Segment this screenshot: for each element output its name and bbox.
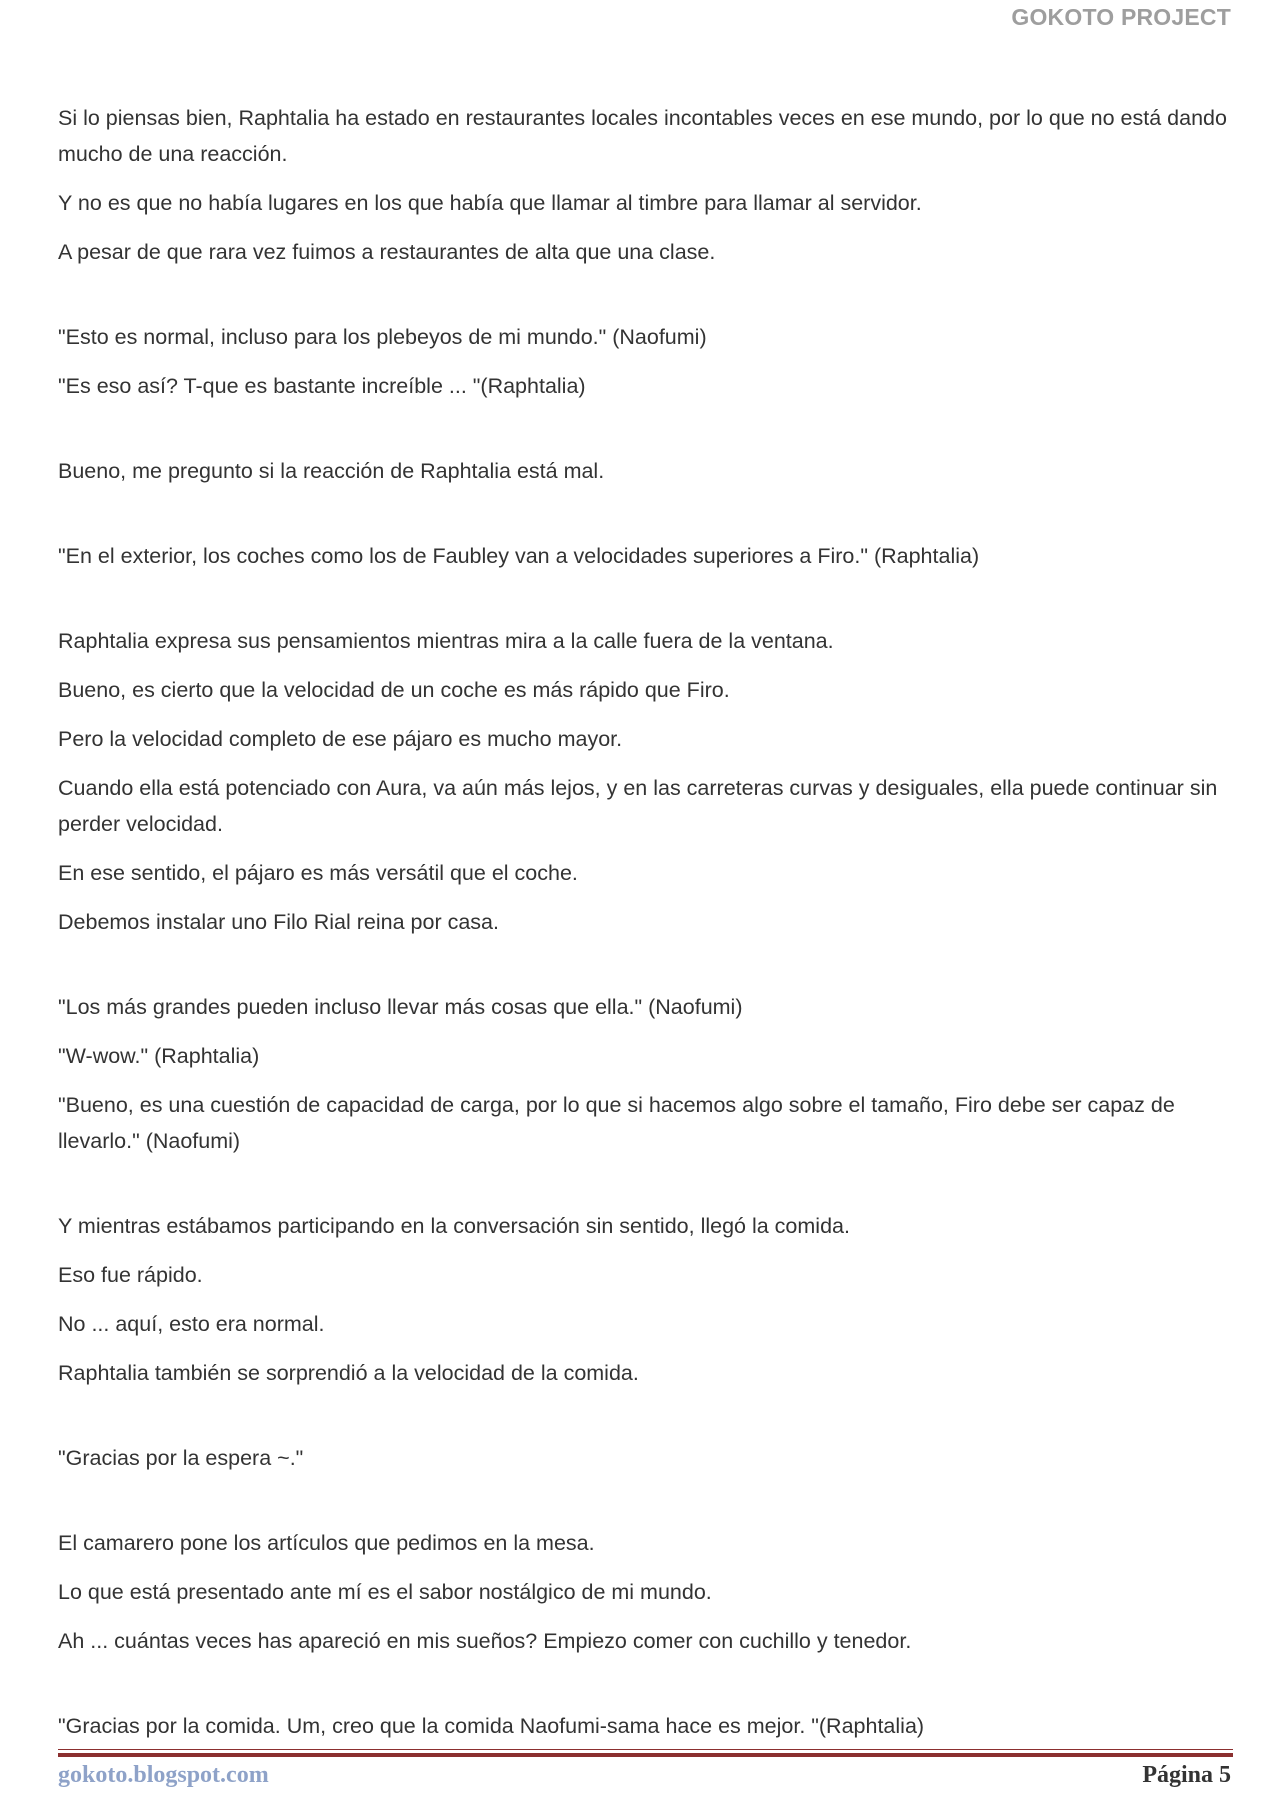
paragraph: Debemos instalar uno Filo Rial reina por casa. — [58, 910, 499, 934]
paragraph: Si lo piensas bien, Raphtalia ha estado en restaurantes locales incontables veces en ese mundo, por lo que no está dando mucho de una reacción. — [58, 106, 1227, 166]
footer-site-link[interactable]: gokoto.blogspot.com — [58, 1762, 269, 1788]
paragraph: Ah ... cuántas veces has apareció en mis sueños? Empiezo comer con cuchillo y tenedor. — [58, 1629, 912, 1653]
paragraph: "En el exterior, los coches como los de Faubley van a velocidades superiores a Firo." (Raphtalia) — [58, 544, 980, 568]
paragraph: "Esto es normal, incluso para los plebeyos de mi mundo." (Naofumi) — [58, 325, 707, 349]
paragraph: En ese sentido, el pájaro es más versátil que el coche. — [58, 861, 578, 885]
paragraph: Y no es que no había lugares en los que había que llamar al timbre para llamar al servidor. — [58, 191, 922, 215]
paragraph: A pesar de que rara vez fuimos a restaurantes de alta que una clase. — [58, 240, 716, 264]
footer-page-number: Página 5 — [1142, 1762, 1231, 1788]
paragraph: Lo que está presentado ante mí es el sabor nostálgico de mi mundo. — [58, 1580, 712, 1604]
paragraph: Pero la velocidad completo de ese pájaro es mucho mayor. — [58, 727, 623, 751]
paragraph: Eso fue rápido. — [58, 1263, 203, 1287]
paragraph: Bueno, me pregunto si la reacción de Raphtalia está mal. — [58, 459, 605, 483]
paragraph: "Los más grandes pueden incluso llevar más cosas que ella." (Naofumi) — [58, 995, 743, 1019]
page-body — [58, 100, 1228, 1744]
header-brand: GOKOTO PROJECT — [1011, 4, 1231, 30]
paragraph: No ... aquí, esto era normal. — [58, 1312, 325, 1336]
paragraph: Y mientras estábamos participando en la conversación sin sentido, llegó la comida. — [58, 1214, 850, 1238]
footer-divider — [58, 1753, 1233, 1757]
paragraph: "Es eso así? T-que es bastante increíble ... "(Raphtalia) — [58, 374, 586, 398]
paragraph: "Bueno, es una cuestión de capacidad de carga, por lo que si hacemos algo sobre el tamaño, Firo debe ser capaz de llevarlo." (Naofumi) — [58, 1093, 1175, 1153]
paragraph: "Gracias por la espera ~." — [58, 1446, 304, 1470]
paragraph: Raphtalia expresa sus pensamientos mientras mira a la calle fuera de la ventana. — [58, 629, 834, 653]
paragraph: "W-wow." (Raphtalia) — [58, 1044, 260, 1068]
paragraph: "Gracias por la comida. Um, creo que la comida Naofumi-sama hace es mejor. "(Raphtalia) — [58, 1714, 925, 1738]
paragraph: Bueno, es cierto que la velocidad de un coche es más rápido que Firo. — [58, 678, 730, 702]
paragraph: Cuando ella está potenciado con Aura, va aún más lejos, y en las carreteras curvas y desiguales, ella puede continuar sin perder velocidad. — [58, 776, 1218, 836]
paragraph: Raphtalia también se sorprendió a la velocidad de la comida. — [58, 1361, 639, 1385]
paragraph: El camarero pone los artículos que pedimos en la mesa. — [58, 1531, 595, 1555]
footer-divider — [58, 1749, 1233, 1750]
